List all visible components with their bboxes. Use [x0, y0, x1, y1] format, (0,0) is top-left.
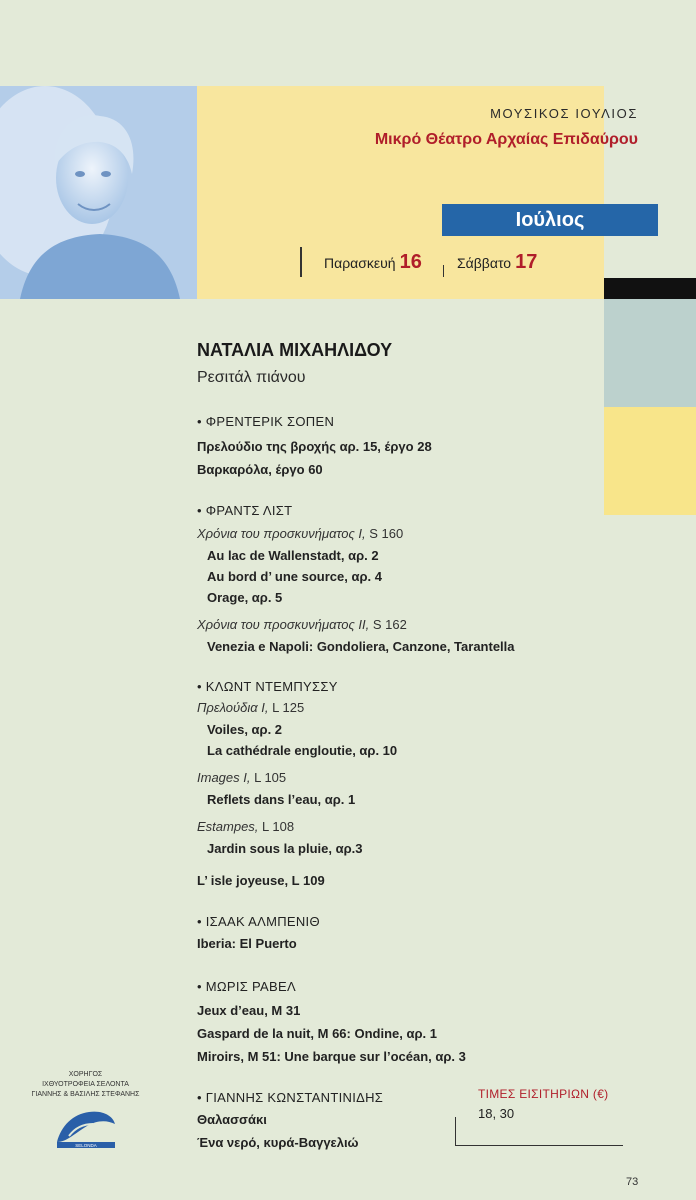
work-set-title: Χρόνια του προσκυνήματος I, S 160: [197, 526, 404, 541]
composer-name: • ΦΡΑΝΤΣ ΛΙΣΤ: [197, 503, 293, 518]
performance-dates: [300, 247, 557, 277]
composer-name: • ΚΛΩΝΤ ΝΤΕΜΠΥΣΣΥ: [197, 679, 338, 694]
piece-title: Iberia: El Puerto: [197, 936, 297, 951]
work-set-title: Χρόνια του προσκυνήματος II, S 162: [197, 617, 407, 632]
sponsor-company: ΙΧΘΥΟΤΡΟΦΕΙΑ ΣΕΛΟΝΤΑ: [42, 1081, 129, 1088]
composer-name: • ΜΩΡΙΣ ΡΑΒΕΛ: [197, 979, 296, 994]
piece-title: Venezia e Napoli: Gondoliera, Canzone, Tarantella: [207, 639, 515, 654]
day-name: Σάββατο: [457, 255, 512, 271]
decorative-teal-block: [604, 299, 696, 407]
svg-text:SELONDA: SELONDA: [74, 1143, 97, 1148]
performer-portrait-image: [0, 86, 197, 299]
date-item: [324, 251, 422, 274]
event-type: Ρεσιτάλ πιάνου: [197, 369, 306, 386]
ticket-bracket-horizontal: [455, 1145, 623, 1146]
piece-title: La cathédrale engloutie, αρ. 10: [207, 743, 398, 758]
work-set-title: Estampes, L 108: [197, 819, 295, 834]
piece-title: Voiles, αρ. 2: [207, 722, 283, 737]
composer-section-chopin: [197, 412, 597, 481]
piece-title: Reflets dans l’eau, αρ. 1: [207, 792, 356, 807]
date-separator: [443, 265, 444, 277]
composer-section-debussy: [197, 677, 597, 892]
program-content: [197, 338, 597, 1154]
date-item: [457, 251, 537, 274]
day-number: 16: [399, 251, 422, 273]
piece-title: Au lac de Wallenstadt, αρ. 2: [207, 548, 379, 563]
piece-title: Au bord d’ une source, αρ. 4: [207, 569, 382, 584]
sponsor-logo-icon: [53, 1106, 119, 1150]
composer-name: • ΓΙΑΝΝΗΣ ΚΩΝΣΤΑΝΤΙΝΙΔΗΣ: [197, 1090, 384, 1105]
sponsor-block: [28, 1070, 143, 1150]
composer-name: • ΦΡΕΝΤΕΡΙΚ ΣΟΠΕΝ: [197, 414, 335, 429]
day-name: Παρασκευή: [324, 255, 396, 271]
piece-title: Ένα νερό, κυρά-Βαγγελιώ: [197, 1135, 359, 1150]
piece-title: Jardin sous la pluie, αρ.3: [207, 841, 363, 856]
decorative-black-bar: [604, 278, 696, 299]
performer-photo: [0, 86, 197, 299]
piece-title: Miroirs, M 51: Une barque sur l’océan, αρ. 3: [197, 1049, 466, 1064]
performer-name: ΝΑΤΑΛΙΑ ΜΙΧΑΗΛΙΔΟΥ: [197, 340, 393, 360]
composer-section-ravel: [197, 977, 597, 1068]
composer-section-albeniz: [197, 912, 597, 955]
composer-section-liszt: [197, 501, 597, 657]
ticket-bracket-vertical: [455, 1117, 456, 1145]
piece-title: Βαρκαρόλα, έργο 60: [197, 462, 323, 477]
piece-title: Orage, αρ. 5: [207, 590, 283, 605]
piece-title: Gaspard de la nuit, M 66: Ondine, αρ. 1: [197, 1026, 437, 1041]
sponsor-owners: ΓΙΑΝΝΗΣ & ΒΑΣΙΛΗΣ ΣΤΕΦΑΝΗΣ: [31, 1091, 140, 1098]
work-set-title: Images I, L 105: [197, 770, 287, 785]
composer-name: • ΙΣΑΑΚ ΑΛΜΠΕΝΙΘ: [197, 914, 320, 929]
work-set-title: Πρελούδια I, L 125: [197, 700, 305, 715]
festival-name: ΜΟΥΣΙΚΟΣ ΙΟΥΛΙΟΣ: [490, 106, 638, 121]
piece-title: Θαλασσάκι: [197, 1112, 267, 1127]
page-number: 73: [626, 1176, 639, 1188]
ticket-prices: [455, 1087, 635, 1157]
sponsor-label: ΧΟΡΗΓΟΣ: [68, 1071, 103, 1078]
decorative-yellow-block: [604, 407, 696, 515]
piece-title: Jeux d’eau, M 31: [197, 1003, 301, 1018]
ticket-prices-label: ΤΙΜΕΣ ΕΙΣΙΤΗΡΙΩΝ (€): [478, 1087, 609, 1101]
piece-title: Πρελούδιο της βροχής αρ. 15, έργο 28: [197, 439, 432, 454]
ticket-prices-value: 18, 30: [478, 1106, 515, 1121]
day-number: 17: [515, 251, 538, 273]
month-label: Ιούλιος: [442, 204, 658, 236]
venue-name: Μικρό Θέατρο Αρχαίας Επιδαύρου: [374, 131, 638, 148]
piece-title: L’ isle joyeuse, L 109: [197, 873, 325, 888]
